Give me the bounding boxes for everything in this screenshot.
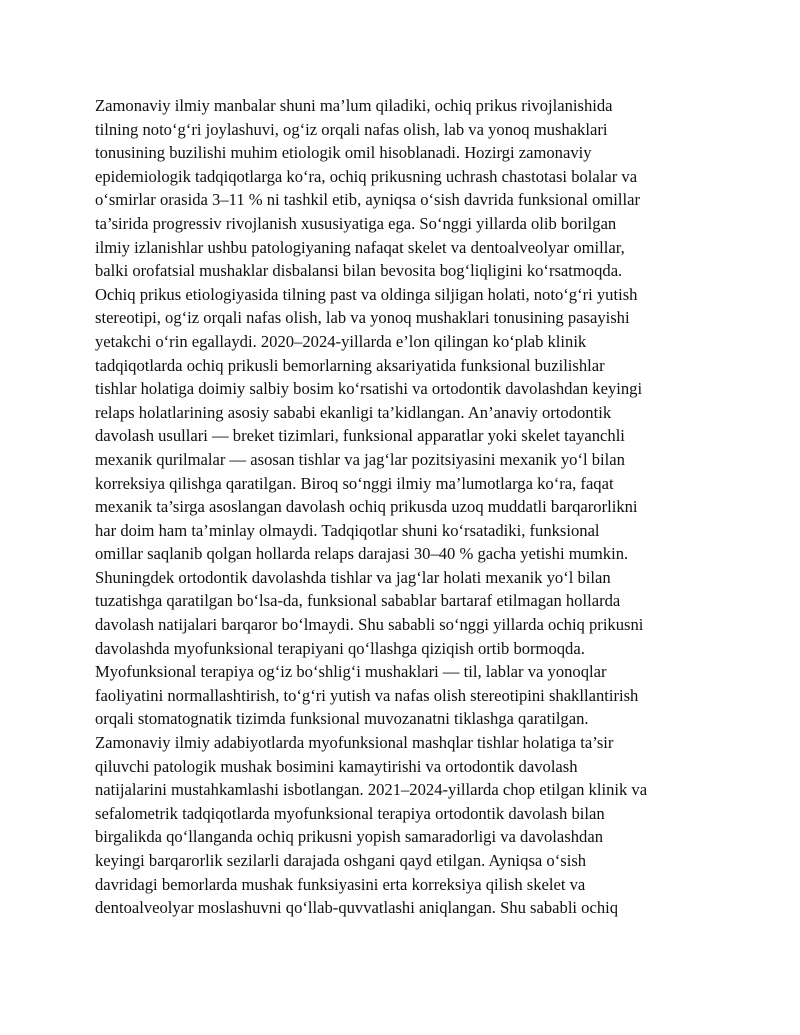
text-line: ilmiy izlanishlar ushbu patologiyaning nafaqat skelet va dentoalveolyar omillar, <box>95 237 625 257</box>
text-line: stereotipi, og‘iz orqali nafas olish, lab va yonoq mushaklari tonusining pasayishi <box>95 308 630 328</box>
text-line: tilning noto‘g‘ri joylashuvi, og‘iz orqali nafas olish, lab va yonoq mushaklari <box>95 119 608 139</box>
text-line: epidemiologik tadqiqotlarga ko‘ra, ochiq prikusning uchrash chastotasi bolalar va <box>95 166 638 186</box>
text-line: tonusining buzilishi muhim etiologik omil hisoblanadi. Hozirgi zamonaviy <box>95 143 592 163</box>
text-line: korreksiya qilishga qaratilgan. Biroq so‘nggi ilmiy ma’lumotlarga ko‘ra, faqat <box>95 473 614 493</box>
text-line: har doim ham ta’minlay olmaydi. Tadqiqotlar shuni ko‘rsatadiki, funksional <box>95 520 600 540</box>
text-line: Zamonaviy ilmiy adabiyotlarda myofunksional mashqlar tishlar holatiga ta’sir <box>95 733 614 753</box>
text-line: sefalometrik tadqiqotlarda myofunksional terapiya ortodontik davolash bilan <box>95 803 605 823</box>
text-line: dentoalveolyar moslashuvni qo‘llab-quvvatlashi aniqlangan. Shu sababli ochiq <box>95 898 619 918</box>
text-line: tishlar holatiga doimiy salbiy bosim ko‘rsatishi va ortodontik davolashdan keyingi <box>95 379 643 399</box>
text-line: mexanik qurilmalar — asosan tishlar va jag‘lar pozitsiyasini mexanik yo‘l bilan <box>95 449 625 469</box>
text-line: davridagi bemorlarda mushak funksiyasini erta korreksiya qilish skelet va <box>95 874 586 894</box>
text-line: Zamonaviy ilmiy manbalar shuni ma’lum qiladiki, ochiq prikus rivojlanishida <box>95 96 613 115</box>
text-line: davolashda myofunksional terapiyani qo‘llashga qiziqish ortib bormoqda. <box>95 638 585 658</box>
text-line: Ochiq prikus etiologiyasida tilning past va oldinga siljigan holati, noto‘g‘ri yutish <box>95 284 638 304</box>
text-line: qiluvchi patologik mushak bosimini kamaytirishi va ortodontik davolash <box>95 756 578 776</box>
text-line: omillar saqlanib qolgan hollarda relaps darajasi 30–40 % gacha yetishi mumkin. <box>95 544 629 564</box>
text-line: Shuningdek ortodontik davolashda tishlar va jag‘lar holati mexanik yo‘l bilan <box>95 567 611 587</box>
text-line: balki orofatsial mushaklar disbalansi bilan bevosita bog‘liqligini ko‘rsatmoqda. <box>95 261 623 281</box>
text-line: natijalarini mustahkamlashi isbotlangan. 2021–2024-yillarda chop etilgan klinik va <box>95 780 648 800</box>
text-line: Myofunksional terapiya og‘iz bo‘shlig‘i mushaklari — til, lablar va yonoqlar <box>95 662 607 682</box>
text-line: faoliyatini normallashtirish, to‘g‘ri yutish va nafas olish stereotipini shakllantirish <box>95 685 639 705</box>
text-line: keyingi barqarorlik sezilarli darajada oshgani qayd etilgan. Ayniqsa o‘sish <box>95 851 587 870</box>
text-line: davolash usullari — breket tizimlari, funksional apparatlar yoki skelet tayanchli <box>95 426 625 446</box>
text-line: o‘smirlar orasida 3–11 % ni tashkil etib, ayniqsa o‘sish davrida funksional omillar <box>95 190 641 210</box>
text-line: birgalikda qo‘llanganda ochiq prikusni yopish samaradorligi va davolashdan <box>95 827 603 847</box>
text-line: orqali stomatognatik tizimda funksional muvozanatni tiklashga qaratilgan. <box>95 709 589 729</box>
text-line: tuzatishga qaratilgan bo‘lsa-da, funksional sabablar bartaraf etilmagan hollarda <box>95 591 621 611</box>
text-line: tadqiqotlarda ochiq prikusli bemorlarning aksariyatida funksional buzilishlar <box>95 355 605 375</box>
text-line: ta’sirida progressiv rivojlanish xususiyatiga ega. So‘nggi yillarda olib borilgan <box>95 213 617 233</box>
text-line: yetakchi o‘rin egallaydi. 2020–2024-yillarda e’lon qilingan ko‘plab klinik <box>95 331 587 351</box>
text-line: relaps holatlarining asosiy sababi ekanligi ta’kidlangan. An’anaviy ortodontik <box>95 402 612 422</box>
text-line: davolash natijalari barqaror bo‘lmaydi. Shu sababli so‘nggi yillarda ochiq prikusni <box>95 615 644 635</box>
body-text <box>95 94 735 920</box>
text-line: mexanik ta’sirga asoslangan davolash ochiq prikusda uzoq muddatli barqarorlikni <box>95 497 638 517</box>
